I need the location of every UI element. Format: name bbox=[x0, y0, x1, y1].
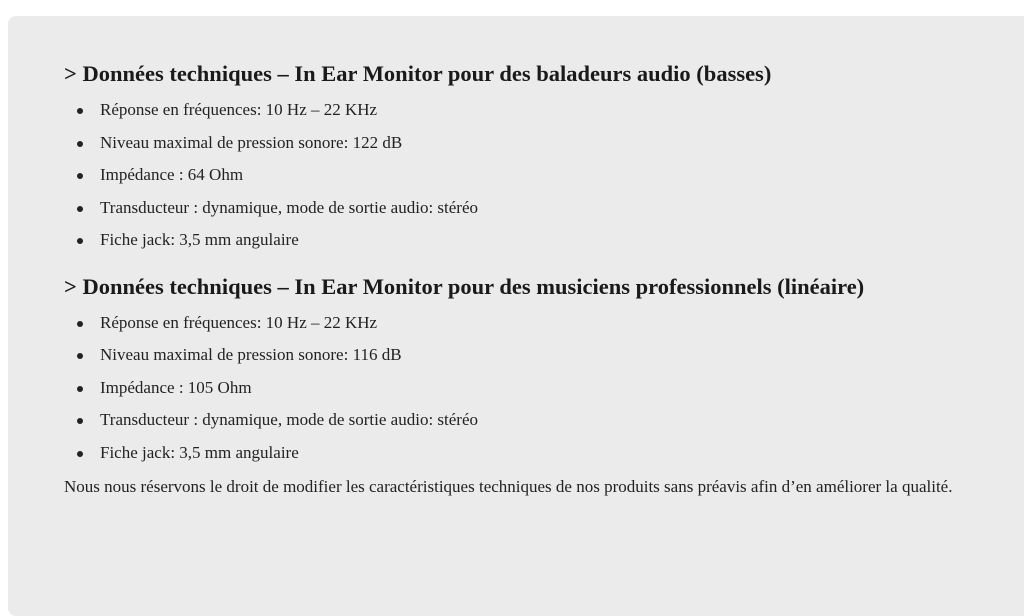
bullet-icon bbox=[77, 321, 83, 327]
spec-text: Niveau maximal de pression sonore: 116 dB bbox=[100, 345, 402, 364]
spec-item-spl bbox=[64, 127, 1014, 160]
section-title: > Données techniques – In Ear Monitor pour des baladeurs audio (basses) bbox=[64, 61, 772, 86]
bullet-icon bbox=[77, 108, 83, 114]
bullet-icon bbox=[77, 141, 83, 147]
spec-item-spl bbox=[64, 339, 1014, 372]
spec-text: Impédance : 64 Ohm bbox=[100, 165, 244, 184]
spec-item-transducer bbox=[64, 192, 1014, 225]
spec-item-jack bbox=[64, 224, 1014, 257]
spec-item-frequency bbox=[64, 94, 1014, 127]
spec-text: Fiche jack: 3,5 mm angulaire bbox=[100, 230, 299, 249]
spec-section-basses bbox=[64, 58, 1014, 257]
spec-item-impedance bbox=[64, 159, 1014, 192]
bullet-icon bbox=[77, 418, 83, 424]
spec-text: Réponse en fréquences: 10 Hz – 22 KHz bbox=[100, 312, 378, 332]
spec-text: Fiche jack: 3,5 mm angulaire bbox=[100, 442, 299, 462]
spec-item-jack bbox=[64, 437, 1014, 470]
spec-content bbox=[64, 58, 1014, 500]
spec-text: Transducteur : dynamique, mode de sortie audio: stéréo bbox=[100, 197, 479, 217]
bullet-icon bbox=[77, 238, 83, 244]
bullet-icon bbox=[77, 386, 83, 392]
bullet-icon bbox=[77, 206, 83, 212]
spec-text: Niveau maximal de pression sonore: 122 dB bbox=[100, 132, 403, 152]
bullet-icon bbox=[77, 173, 83, 179]
bullet-icon bbox=[77, 353, 83, 359]
spec-text: Réponse en fréquences: 10 Hz – 22 KHz bbox=[100, 100, 378, 119]
spec-list bbox=[64, 94, 1014, 257]
bullet-icon bbox=[77, 451, 83, 457]
spec-text: Transducteur : dynamique, mode de sortie audio: stéréo bbox=[100, 410, 479, 429]
spec-item-transducer bbox=[64, 404, 1014, 437]
spec-list bbox=[64, 307, 1014, 470]
spec-text: Impédance : 105 Ohm bbox=[100, 377, 252, 397]
spec-item-impedance bbox=[64, 372, 1014, 405]
disclaimer-note: Nous nous réservons le droit de modifier les caractéristiques techniques de nos produits sans préavis afin d’en améliorer la qualité. bbox=[64, 477, 953, 496]
section-title: > Données techniques – In Ear Monitor pour des musiciens professionnels (linéaire) bbox=[64, 273, 865, 299]
spec-item-frequency bbox=[64, 307, 1014, 340]
spec-section-lineaire bbox=[64, 271, 1014, 470]
